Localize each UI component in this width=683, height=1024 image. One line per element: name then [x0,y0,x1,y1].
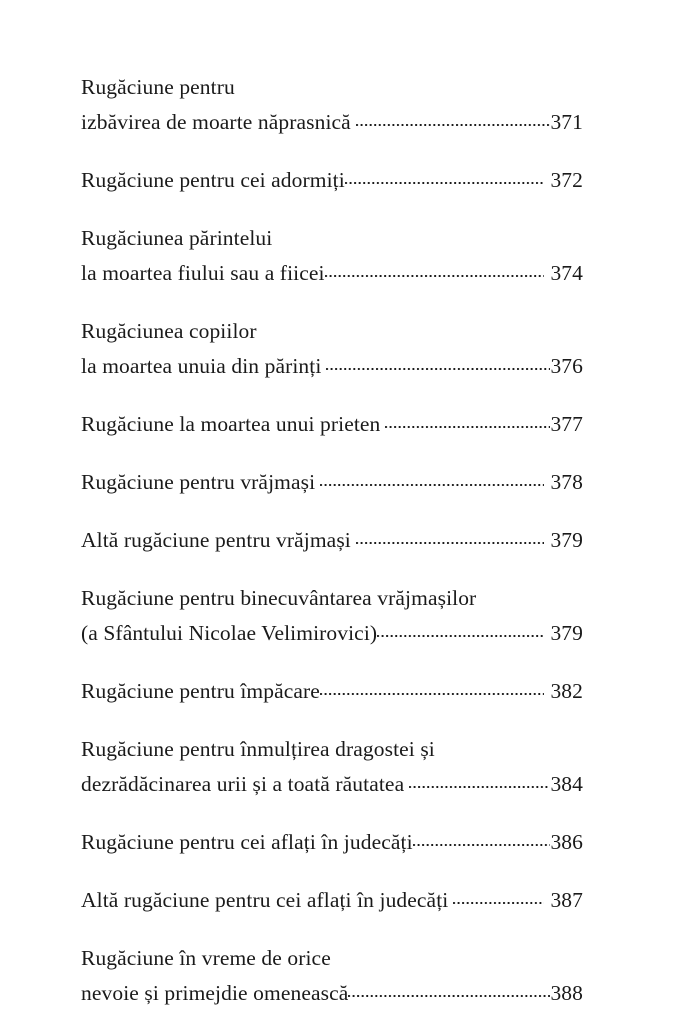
toc-entry[interactable] [81,163,583,198]
toc-entry-title: (a Sfântului Nicolae Velimirovici) [81,621,378,645]
toc-entry-title: dezrădăcinarea urii și a toată răutatea [81,772,405,796]
toc-dot-leader [453,886,544,908]
toc-entry-title: Rugăciune pentru împăcare [81,679,320,703]
toc-entry-page-number: 378 [550,470,583,494]
toc-dot-leader [348,979,550,1001]
toc-entry-line [81,105,583,140]
toc-entry-line [81,407,583,442]
toc-entry[interactable] [81,523,583,558]
toc-entry[interactable] [81,70,583,140]
toc-entry-page-number: 371 [550,110,583,134]
toc-dot-leader [320,468,544,490]
toc-entry-continuation-line: Rugăciune pentru binecuvântarea vrăjmașilor [81,586,477,610]
toc-dot-leader [320,677,545,699]
toc-entry-line [81,674,583,709]
toc-entry-line [81,163,583,198]
toc-entry-title: Altă rugăciune pentru cei aflați în judecăți [81,888,449,912]
toc-entry-line [81,825,583,860]
toc-entry[interactable] [81,941,583,1011]
toc-entry-title: Rugăciune pentru cei adormiți [81,168,345,192]
toc-entry[interactable] [81,407,583,442]
toc-entry-line [81,976,583,1011]
toc-entry-page-number: 377 [550,412,583,436]
toc-entry-title: Rugăciune pentru cei aflați în judecăți [81,830,413,854]
toc-entry-continuation-line: Rugăciune pentru [81,75,235,99]
toc-entry[interactable] [81,883,583,918]
toc-entry-line [81,883,583,918]
toc-entry-page-number: 382 [550,679,583,703]
toc-entry-title: izbăvirea de moarte năprasnică [81,110,351,134]
toc-entry-continuation-line: Rugăciune pentru înmulțirea dragostei și [81,737,435,761]
toc-entry[interactable] [81,465,583,500]
toc-entry-page-number: 388 [550,981,583,1005]
toc-entry-page-number: 379 [550,621,583,645]
toc-dot-leader [385,410,550,432]
toc-entry-title: nevoie și primejdie omenească [81,981,349,1005]
toc-dot-leader [325,259,545,281]
toc-entry-continuation-line: Rugăciunea părintelui [81,226,273,250]
toc-entry-page-number: 376 [550,354,583,378]
toc-entry-page-number: 386 [550,830,583,854]
toc-entry-page-number: 374 [550,261,583,285]
toc-dot-leader [377,619,544,641]
toc-entry-line [81,465,583,500]
toc-entry-page-number: 384 [550,772,583,796]
toc-entry-line [81,523,583,558]
toc-entry-page-number: 387 [550,888,583,912]
toc-dot-leader [345,166,545,188]
toc-entry-title: Rugăciune pentru vrăjmași [81,470,316,494]
toc-entry-title: Rugăciune la moartea unui prieten [81,412,381,436]
toc-entry[interactable] [81,221,583,291]
toc-entry[interactable] [81,825,583,860]
toc-entry-page-number: 379 [550,528,583,552]
toc-dot-leader [409,770,550,792]
toc-entry-continuation-line: Rugăciune în vreme de orice [81,946,331,970]
toc-entry[interactable] [81,314,583,384]
toc-entry[interactable] [81,732,583,802]
toc-entry-title: la moartea fiului sau a fiicei [81,261,325,285]
toc-dot-leader [413,828,551,850]
toc-entry-continuation-line: Rugăciunea copiilor [81,319,257,343]
toc-entry-title: la moartea unuia din părinți [81,354,322,378]
toc-entry-title: Altă rugăciune pentru vrăjmași [81,528,351,552]
toc-entry-line [81,349,583,384]
toc-dot-leader [356,526,545,548]
toc-entry[interactable] [81,581,583,651]
toc-dot-leader [326,352,550,374]
table-of-contents [81,70,583,1011]
toc-entry[interactable] [81,674,583,709]
toc-entry-line [81,767,583,802]
toc-entry-page-number: 372 [550,168,583,192]
toc-entry-line [81,256,583,291]
toc-entry-line [81,616,583,651]
toc-dot-leader [356,108,551,130]
